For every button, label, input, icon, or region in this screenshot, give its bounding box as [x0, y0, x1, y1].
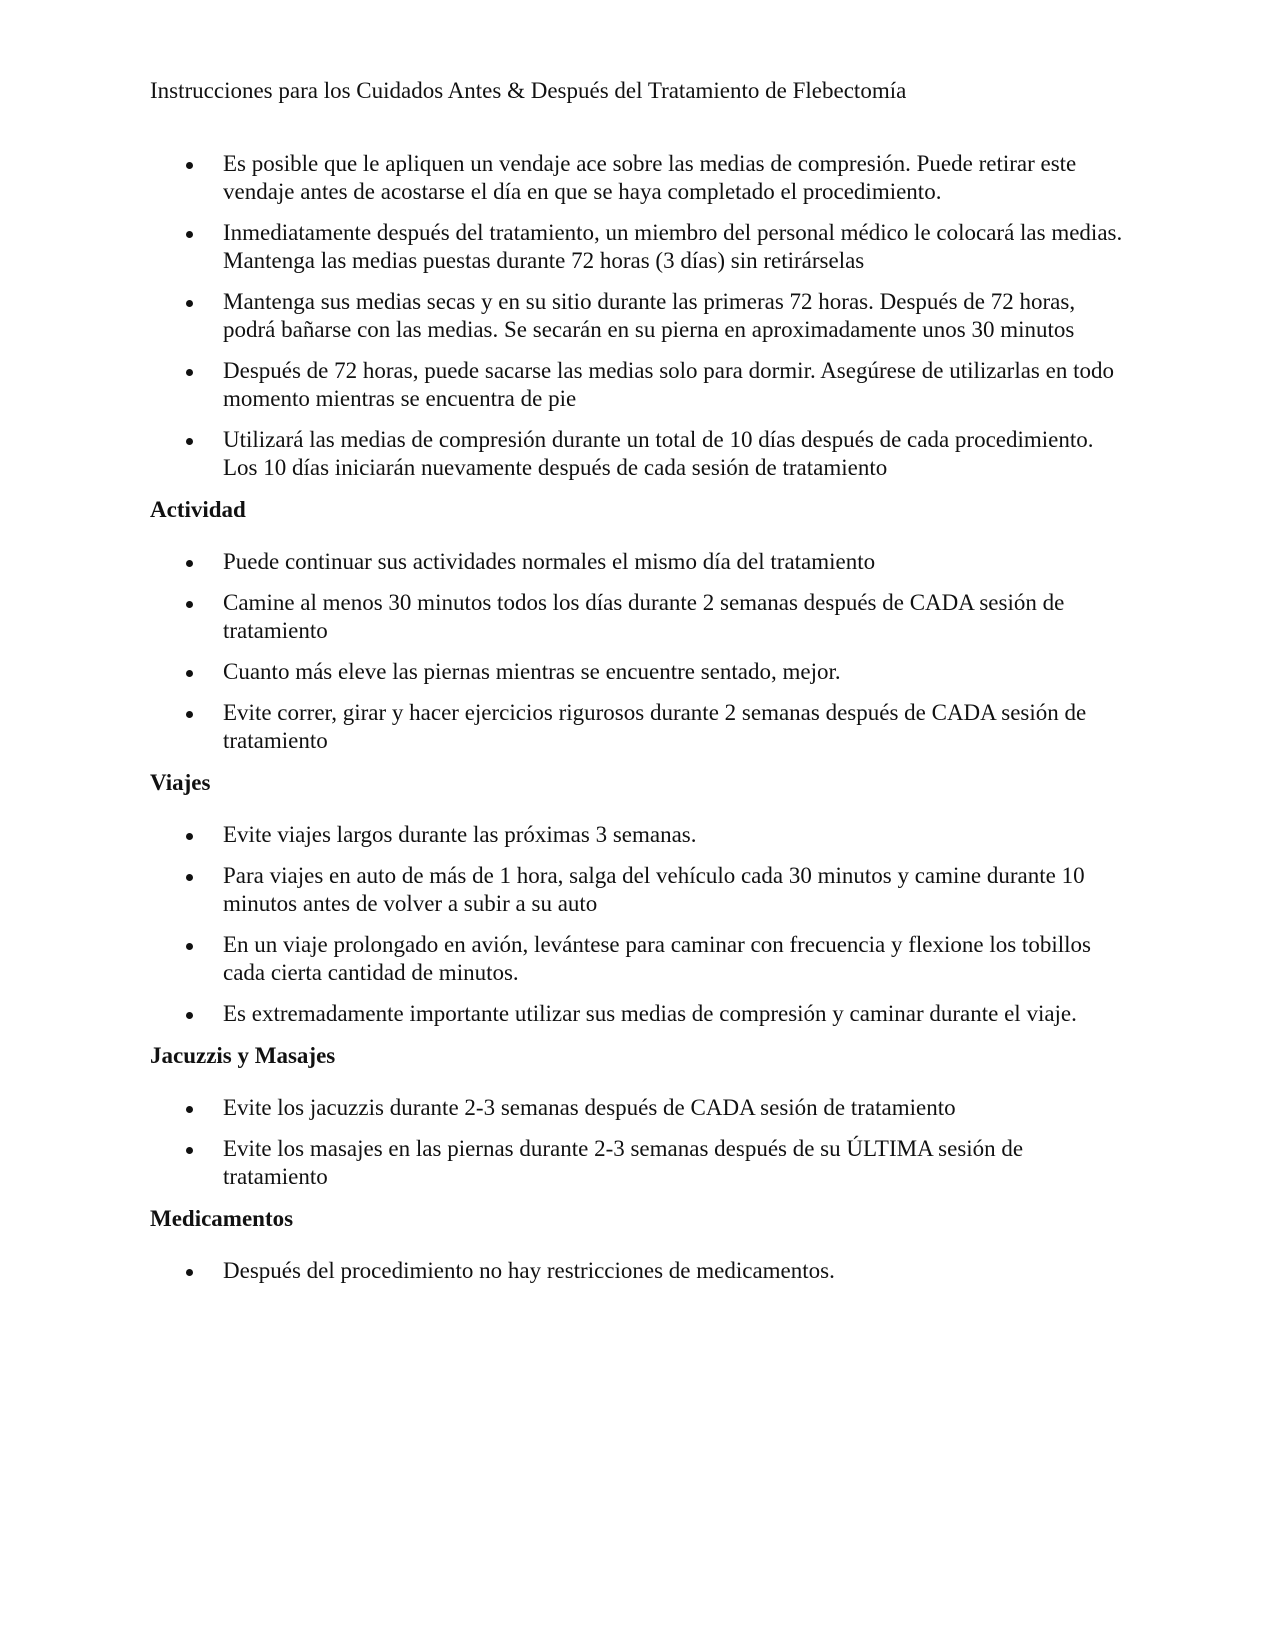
- list-item: [150, 699, 1130, 755]
- jacuzzis-bullet-list: [150, 1094, 1130, 1191]
- list-item-text: Es posible que le apliquen un vendaje ace sobre las medias de compresión. Puede retirar este vendaje antes de acostarse el día en que se haya completado el procedimiento.: [223, 151, 1077, 204]
- section-heading-actividad: Actividad: [150, 497, 246, 522]
- medicamentos-bullet-list: [150, 1257, 1130, 1285]
- list-item: [150, 1135, 1130, 1191]
- document-body: [150, 150, 1130, 1298]
- bullet-icon: [186, 711, 193, 718]
- list-item-text: Para viajes en auto de más de 1 hora, salga del vehículo cada 30 minutos y camine durante 10 minutos antes de volver a subir a su auto: [223, 863, 1085, 916]
- section-heading-jacuzzis-masajes: Jacuzzis y Masajes: [150, 1043, 336, 1068]
- list-item: [150, 658, 1130, 686]
- list-item: [150, 426, 1130, 482]
- list-item-text: Es extremadamente importante utilizar sus medias de compresión y caminar durante el viaje.: [223, 1001, 1077, 1026]
- bullet-icon: [186, 1012, 193, 1019]
- bullet-icon: [186, 231, 193, 238]
- viajes-bullet-list: [150, 821, 1130, 1028]
- bullet-icon: [186, 874, 193, 881]
- list-item-text: Inmediatamente después del tratamiento, un miembro del personal médico le colocará las medias. Mantenga las medias puestas durante 72 horas (3 días) sin retirárselas: [223, 220, 1123, 273]
- bullet-icon: [186, 300, 193, 307]
- list-item: [150, 357, 1130, 413]
- bullet-icon: [186, 560, 193, 567]
- bullet-icon: [186, 833, 193, 840]
- document-title: Instrucciones para los Cuidados Antes & Después del Tratamiento de Flebectomía: [150, 78, 907, 103]
- list-item: [150, 1257, 1130, 1285]
- list-item-text: Evite los jacuzzis durante 2-3 semanas después de CADA sesión de tratamiento: [223, 1095, 956, 1120]
- list-item-text: Mantenga sus medias secas y en su sitio durante las primeras 72 horas. Después de 72 horas, podrá bañarse con las medias. Se secarán en su pierna en aproximadamente unos 30 minutos: [223, 289, 1076, 342]
- list-item: [150, 1094, 1130, 1122]
- list-item: [150, 821, 1130, 849]
- list-item-text: Evite correr, girar y hacer ejercicios rigurosos durante 2 semanas después de CADA sesión de tratamiento: [223, 700, 1087, 753]
- list-item: [150, 1000, 1130, 1028]
- bullet-icon: [186, 1147, 193, 1154]
- list-item-text: Evite los masajes en las piernas durante 2-3 semanas después de su ÚLTIMA sesión de tratamiento: [223, 1136, 1024, 1189]
- list-item-text: Utilizará las medias de compresión durante un total de 10 días después de cada procedimiento. Los 10 días iniciarán nuevamente después de cada sesión de tratamiento: [223, 427, 1094, 480]
- list-item: [150, 150, 1130, 206]
- list-item: [150, 219, 1130, 275]
- list-item-text: Puede continuar sus actividades normales el mismo día del tratamiento: [223, 549, 876, 574]
- list-item-text: Camine al menos 30 minutos todos los días durante 2 semanas después de CADA sesión de tratamiento: [223, 590, 1065, 643]
- list-item: [150, 862, 1130, 918]
- bullet-icon: [186, 162, 193, 169]
- section-heading-viajes: Viajes: [150, 770, 211, 795]
- bullet-icon: [186, 1269, 193, 1276]
- list-item-text: Después de 72 horas, puede sacarse las medias solo para dormir. Asegúrese de utilizarlas en todo momento mientras se encuentra de pie: [223, 358, 1114, 411]
- bullet-icon: [186, 601, 193, 608]
- bullet-icon: [186, 670, 193, 677]
- section-heading-medicamentos: Medicamentos: [150, 1206, 294, 1231]
- list-item-text: En un viaje prolongado en avión, levántese para caminar con frecuencia y flexione los tobillos cada cierta cantidad de minutos.: [223, 932, 1091, 985]
- list-item: [150, 589, 1130, 645]
- list-item: [150, 288, 1130, 344]
- bullet-icon: [186, 369, 193, 376]
- list-item: [150, 548, 1130, 576]
- list-item: [150, 931, 1130, 987]
- bullet-icon: [186, 1106, 193, 1113]
- bullet-icon: [186, 943, 193, 950]
- actividad-bullet-list: [150, 548, 1130, 755]
- intro-bullet-list: [150, 150, 1130, 482]
- list-item-text: Después del procedimiento no hay restricciones de medicamentos.: [223, 1258, 835, 1283]
- bullet-icon: [186, 438, 193, 445]
- list-item-text: Cuanto más eleve las piernas mientras se encuentre sentado, mejor.: [223, 659, 841, 684]
- list-item-text: Evite viajes largos durante las próximas 3 semanas.: [223, 822, 697, 847]
